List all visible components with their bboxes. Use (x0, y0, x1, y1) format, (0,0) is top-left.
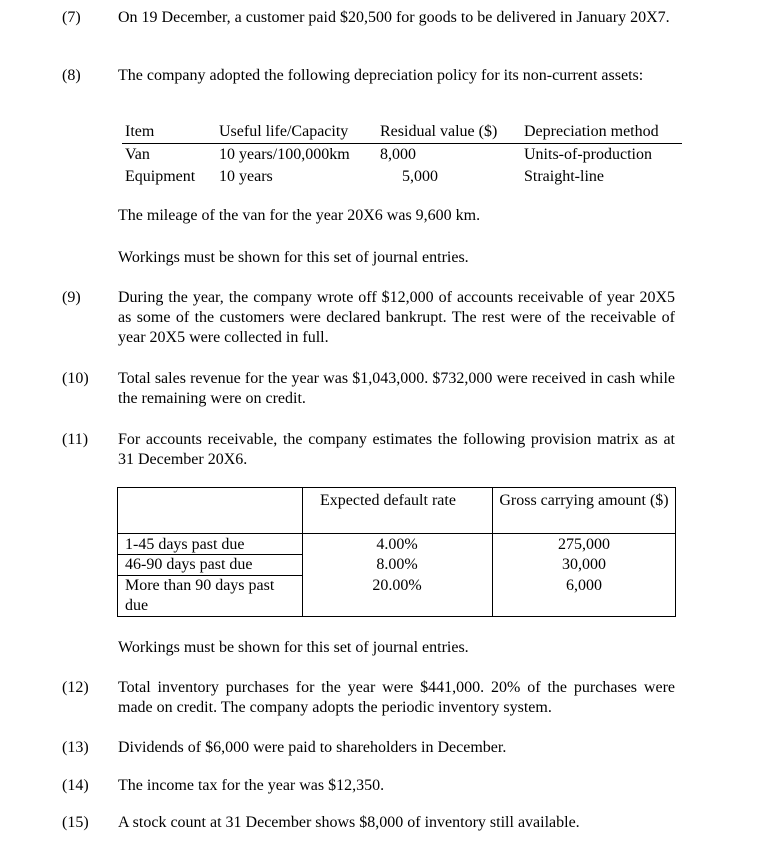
item-text: Dividends of $6,000 were paid to shareholders in December. (118, 739, 507, 756)
item-number: (7) (62, 9, 81, 26)
item-text: On 19 December, a customer paid $20,500 for goods to be delivered in January 20X7. (118, 9, 670, 26)
cell-useful-life: 10 years (219, 168, 273, 185)
header-residual-value: Residual value ($) (380, 123, 498, 140)
item-number: (13) (62, 739, 89, 756)
item-text: The income tax for the year was $12,350. (118, 777, 385, 794)
cell-depreciation-method: Units-of-production (524, 146, 652, 163)
item-text: For accounts receivable, the company estimates the following provision matrix as at 31 December 20X6. (118, 431, 675, 468)
item-text: The company adopted the following depreciation policy for its non-current assets: (118, 67, 644, 84)
cell-age-bucket: 1-45 days past due (125, 536, 245, 553)
cell-residual-value: 5,000 (402, 168, 438, 185)
cell-useful-life: 10 years/100,000km (219, 146, 350, 163)
cell-age-bucket: More than 90 days past due (125, 577, 275, 614)
header-item: Item (125, 123, 155, 140)
depreciation-table (122, 121, 682, 188)
item-number: (12) (62, 679, 89, 696)
item-text: Total sales revenue for the year was $1,043,000. $732,000 were received in cash while the remaining were on credit. (118, 370, 675, 407)
cell-residual-value: 8,000 (380, 146, 416, 163)
cell-item: Van (125, 146, 150, 163)
cell-depreciation-method: Straight-line (524, 168, 604, 185)
mileage-note: The mileage of the van for the year 20X6 was 9,600 km. (118, 207, 481, 224)
item-number: (14) (62, 777, 89, 794)
cell-default-rate: 20.00% (372, 577, 422, 594)
workings-note: Workings must be shown for this set of journal entries. (118, 249, 469, 266)
cell-gross-amount: 275,000 (558, 536, 610, 553)
workings-note: Workings must be shown for this set of journal entries. (118, 639, 469, 656)
table-header-row (122, 121, 682, 144)
item-number: (8) (62, 67, 81, 84)
item-text: Total inventory purchases for the year were $441,000. 20% of the purchases were made on credit. The company adopts the periodic inventory system. (118, 679, 675, 716)
table-row (122, 166, 682, 188)
cell-gross-amount: 30,000 (562, 556, 606, 573)
cell-default-rate: 4.00% (376, 536, 418, 553)
header-expected-default-rate: Expected default rate (320, 492, 456, 509)
row-divider (118, 533, 675, 534)
cell-item: Equipment (125, 168, 196, 185)
cell-default-rate: 8.00% (376, 556, 418, 573)
item-text: A stock count at 31 December shows $8,000 of inventory still available. (118, 814, 580, 831)
provision-matrix-table (117, 487, 676, 617)
item-number: (9) (62, 289, 81, 306)
header-depreciation-method: Depreciation method (524, 123, 659, 140)
item-number: (15) (62, 814, 89, 831)
item-number: (10) (62, 370, 89, 387)
header-useful-life: Useful life/Capacity (219, 123, 349, 140)
header-gross-carrying-amount: Gross carrying amount ($) (499, 492, 669, 509)
item-text: During the year, the company wrote off $12,000 of accounts receivable of year 20X5 as some of the customers were declared bankrupt. The rest were of the receivable of year 20X5 were collected in full. (118, 289, 675, 346)
table-row (122, 144, 682, 166)
item-number: (11) (62, 431, 89, 448)
cell-gross-amount: 6,000 (566, 577, 602, 594)
cell-age-bucket: 46-90 days past due (125, 556, 253, 573)
